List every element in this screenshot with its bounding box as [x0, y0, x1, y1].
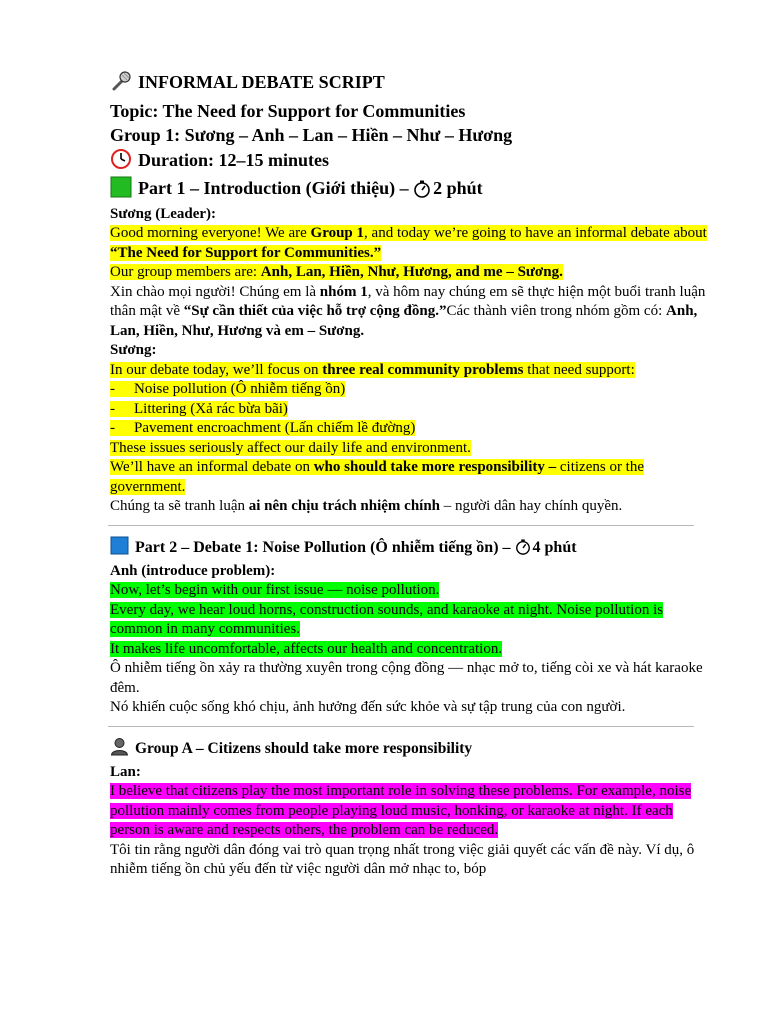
divider	[108, 726, 694, 727]
microphone-icon	[110, 70, 132, 99]
doc-topic: Topic: The Need for Support for Communities	[110, 100, 466, 121]
speaker-label: Sương (Leader):	[110, 205, 217, 222]
list-item: - Littering (Xả rác bừa bãi)	[110, 400, 288, 417]
noise-en-paragraph: Every day, we hear loud horns, construction sounds, and karaoke at night. Noise pollution is common in many communities.	[110, 601, 664, 637]
document-body	[110, 70, 710, 880]
groupA-heading: Group A – Citizens should take more responsibility	[110, 737, 710, 763]
person-icon	[110, 737, 129, 763]
divider	[108, 525, 694, 526]
stopwatch-icon	[515, 539, 531, 562]
noise-en-paragraph: Now, let’s begin with our first issue — noise pollution.	[110, 582, 440, 598]
doc-group: Group 1: Sương – Anh – Lan – Hiền – Như – Hương	[110, 125, 513, 145]
list-item: - Noise pollution (Ô nhiễm tiếng ồn)	[110, 381, 346, 397]
part1-heading: Part 1 – Introduction (Giới thiệu) – 2 phút	[110, 176, 710, 205]
part2-heading: Part 2 – Debate 1: Noise Pollution (Ô nhiễm tiếng ồn) – 4 phút	[110, 536, 710, 562]
members-en-paragraph: Our group members are: Anh, Lan, Hiền, Như, Hương, and me – Sương.	[110, 264, 563, 280]
stopwatch-icon	[413, 180, 431, 205]
speaker-label: Anh (introduce problem):	[110, 562, 276, 579]
blue-square-icon	[110, 536, 129, 562]
intro-en-paragraph: Good morning everyone! We are Group 1, and today we’re going to have an informal debate about “The Need for Support for Communities.”	[110, 225, 707, 261]
doc-duration: Duration: 12–15 minutes	[110, 148, 710, 177]
speaker-label: Lan:	[110, 763, 141, 780]
groupA-vi-paragraph: Tôi tin rằng người dân đóng vai trò quan trọng nhất trong việc giải quyết các vấn đề này. Ví dụ, ô nhiễm tiếng ồn chủ yếu đến từ việc người dân mở nhạc to, bóp	[110, 841, 695, 877]
issues-en-paragraph: These issues seriously affect our daily life and environment.	[110, 439, 471, 456]
doc-title: INFORMAL DEBATE SCRIPT	[110, 70, 710, 99]
list-item: - Pavement encroachment (Lấn chiếm lề đường)	[110, 420, 416, 436]
clock-icon	[110, 148, 132, 177]
noise-vi-paragraph: Ô nhiễm tiếng ồn xảy ra thường xuyên trong cộng đồng — nhạc mở to, tiếng còi xe và hát karaoke đêm.	[110, 660, 703, 696]
groupA-en-paragraph: I believe that citizens play the most important role in solving these problems. For example, noise pollution mainly comes from people playing loud music, honking, or karaoke at night. If each person is aware and respects others, the problem can be reduced.	[110, 783, 692, 838]
noise-en-paragraph: It makes life uncomfortable, affects our health and concentration.	[110, 640, 503, 657]
noise-vi-paragraph: Nó khiến cuộc sống khó chịu, ảnh hưởng đến sức khỏe và sự tập trung của con người.	[110, 699, 626, 715]
focus-en-paragraph: In our debate today, we’ll focus on three real community problems that need support:	[110, 361, 635, 378]
responsibility-vi-paragraph: Chúng ta sẽ tranh luận ai nên chịu trách nhiệm chính – người dân hay chính quyền.	[110, 498, 623, 514]
intro-vi-paragraph: Xin chào mọi người! Chúng em là nhóm 1, và hôm nay chúng em sẽ thực hiện một buổi tranh luận thân mật về “Sự cần thiết của việc hỗ trợ cộng đồng.”Các thành viên trong nhóm gồm có: Anh, Lan, Hiền, Như, Hương và em – Sương.	[110, 283, 706, 339]
green-square-icon	[110, 176, 132, 205]
responsibility-en-paragraph: We’ll have an informal debate on who should take more responsibility – citizens or the government.	[110, 459, 645, 495]
speaker-label: Sương:	[110, 342, 157, 358]
